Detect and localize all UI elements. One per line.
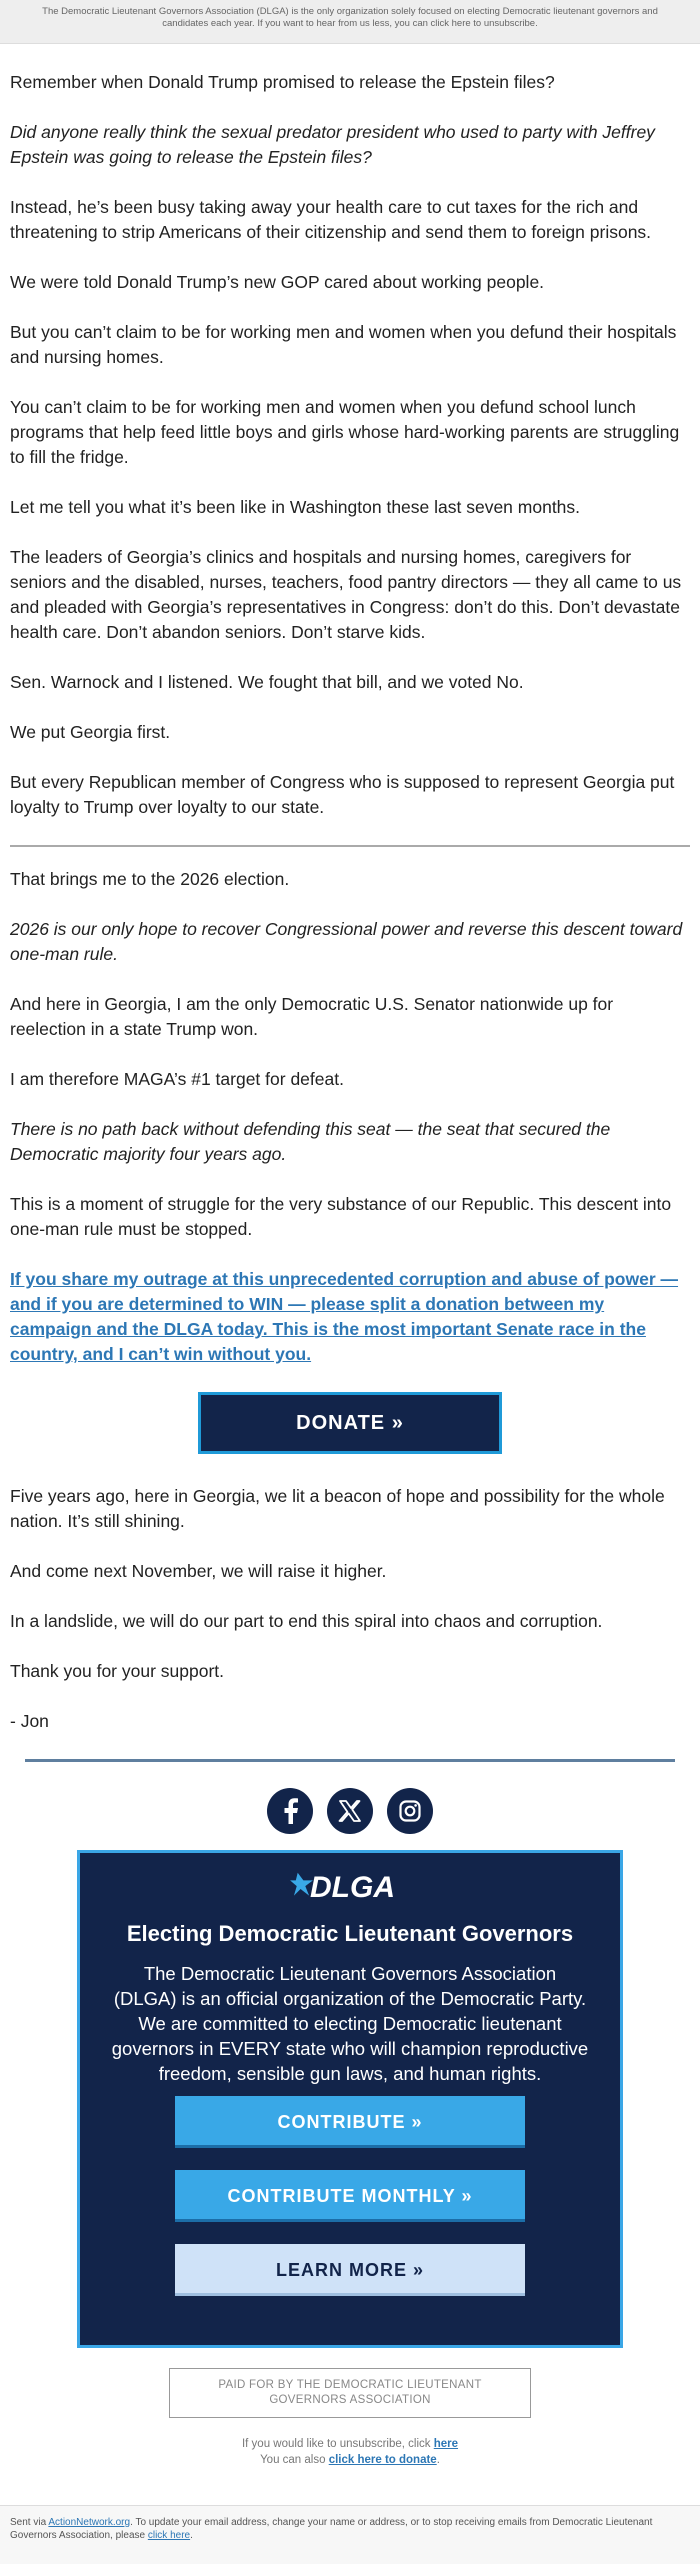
paragraph: We were told Donald Trump’s new GOP cared about working people.	[10, 272, 545, 292]
unsubscribe-line	[0, 2436, 700, 2452]
manage-subscription-link[interactable]: click here	[147, 2530, 191, 2541]
dlga-title: Electing Democratic Lieutenant Governors	[126, 1921, 574, 1946]
donate-prefix: You can also	[260, 2454, 326, 2466]
paragraph: Thank you for your support.	[10, 1661, 224, 1681]
email-body	[0, 44, 700, 1734]
paragraph: But you can’t claim to be for working men and women when you defund their hospitals and nursing homes.	[10, 322, 677, 367]
divider	[10, 845, 690, 847]
paragraph: And here in Georgia, I am the only Democratic U.S. Senator nationwide up for reelection in a state Trump won.	[10, 994, 614, 1039]
paragraph: Did anyone really think the sexual predator president who used to party with Jeffrey Epstein was going to release the Epstein files?	[10, 122, 655, 167]
donate-wrap	[10, 1392, 690, 1454]
paragraph: Let me tell you what it’s been like in Washington these last seven months.	[10, 497, 581, 517]
learn-more-button[interactable]: LEARN MORE »	[175, 2244, 525, 2296]
sent-via-text: . To update your email address, change your name or address, or to stop receiving emails from Democratic Lieutenant Governors Association, please	[10, 2517, 653, 2541]
paragraph: Remember when Donald Trump promised to release the Epstein files?	[10, 72, 555, 92]
contribute-button[interactable]: CONTRIBUTE »	[175, 2096, 525, 2148]
unsubscribe-link[interactable]: here	[433, 2438, 459, 2450]
unsubscribe-block	[0, 2436, 700, 2468]
social-links	[0, 1788, 700, 1834]
x-icon[interactable]	[327, 1788, 373, 1834]
signature: - Jon	[10, 1711, 49, 1731]
paragraph: I am therefore MAGA’s #1 target for defeat.	[10, 1069, 344, 1089]
paragraph: There is no path back without defending this seat — the seat that secured the Democratic majority four years ago.	[10, 1119, 611, 1164]
cta-paragraph	[10, 1267, 690, 1367]
paragraph: In a landslide, we will do our part to end this spiral into chaos and corruption.	[10, 1611, 603, 1631]
sent-via-prefix: Sent via	[10, 2517, 47, 2528]
paragraph: And come next November, we will raise it higher.	[10, 1561, 387, 1581]
paragraph: We put Georgia first.	[10, 722, 171, 742]
paragraph: This is a moment of struggle for the very substance of our Republic. This descent into one-man rule must be stopped.	[10, 1194, 672, 1239]
unsubscribe-prefix: If you would like to unsubscribe, click	[241, 2438, 431, 2450]
paragraph: Five years ago, here in Georgia, we lit a beacon of hope and possibility for the whole nation. It’s still shining.	[10, 1486, 665, 1531]
instagram-icon[interactable]	[387, 1788, 433, 1834]
preheader	[0, 0, 700, 44]
dlga-logo	[110, 1867, 590, 1905]
contribute-monthly-button[interactable]: CONTRIBUTE MONTHLY »	[175, 2170, 525, 2222]
paragraph: That brings me to the 2026 election.	[10, 869, 290, 889]
donation-cta-link[interactable]: If you share my outrage at this unprecedented corruption and abuse of power — and if you are determined to WIN — please split a donation between my campaign and the DLGA today. This is the most important Senate race in the country, and I can’t win without you.	[10, 1269, 679, 1364]
preheader-text: The Democratic Lieutenant Governors Association (DLGA) is the only organization solely focused on electing Democratic lieutenant governors and candidates each year. If you want to hear from us less, you can click here to unsubscribe.	[42, 6, 658, 29]
dlga-description: The Democratic Lieutenant Governors Association (DLGA) is an official organization of the Democratic Party. We are committed to electing Democratic lieutenant governors in EVERY state who will champion reproductive freedom, sensible gun laws, and human rights.	[111, 1963, 589, 2084]
paid-for-text: PAID FOR BY THE DEMOCRATIC LIEUTENANT GOVERNORS ASSOCIATION	[218, 2379, 482, 2406]
paragraph: You can’t claim to be for working men and women when you defund school lunch programs that help feed little boys and girls whose hard-working parents are struggling to fill the fridge.	[10, 397, 680, 467]
dlga-logo-mark	[290, 1869, 410, 1903]
actionnetwork-link[interactable]: ActionNetwork.org	[48, 2517, 131, 2528]
donate-line: You can also click here to donate.	[260, 2454, 440, 2466]
dlga-box	[77, 1850, 623, 2348]
paid-for-disclaimer	[169, 2368, 531, 2418]
paragraph: But every Republican member of Congress who is supposed to represent Georgia put loyalty to Trump over loyalty to our state.	[10, 772, 675, 817]
dlga-logo-text: DLGA	[310, 1871, 395, 1903]
paragraph: 2026 is our only hope to recover Congressional power and reverse this descent toward one-man rule.	[10, 919, 683, 964]
facebook-icon[interactable]	[267, 1788, 313, 1834]
paragraph: Instead, he’s been busy taking away your health care to cut taxes for the rich and threatening to strip Americans of their citizenship and send them to foreign prisons.	[10, 197, 652, 242]
footer-rule	[25, 1759, 675, 1762]
paragraph: Sen. Warnock and I listened. We fought that bill, and we voted No.	[10, 672, 524, 692]
donate-button[interactable]: DONATE »	[198, 1392, 502, 1454]
footer-donate-link[interactable]: click here to donate	[328, 2454, 437, 2466]
paragraph: The leaders of Georgia’s clinics and hospitals and nursing homes, caregivers for seniors and the disabled, nurses, teachers, food pantry directors — they all came to us and pleaded with Georgia’s representatives in Congress: don’t do this. Don’t devastate health care. Don’t abandon seniors. Don’t starve kids.	[10, 547, 682, 642]
sent-via-footer: Sent via ActionNetwork.org. To update your email address, change your name or address, or to stop receiving emails from Democratic Lieutenant Governors Association, please click here.	[0, 2505, 700, 2564]
